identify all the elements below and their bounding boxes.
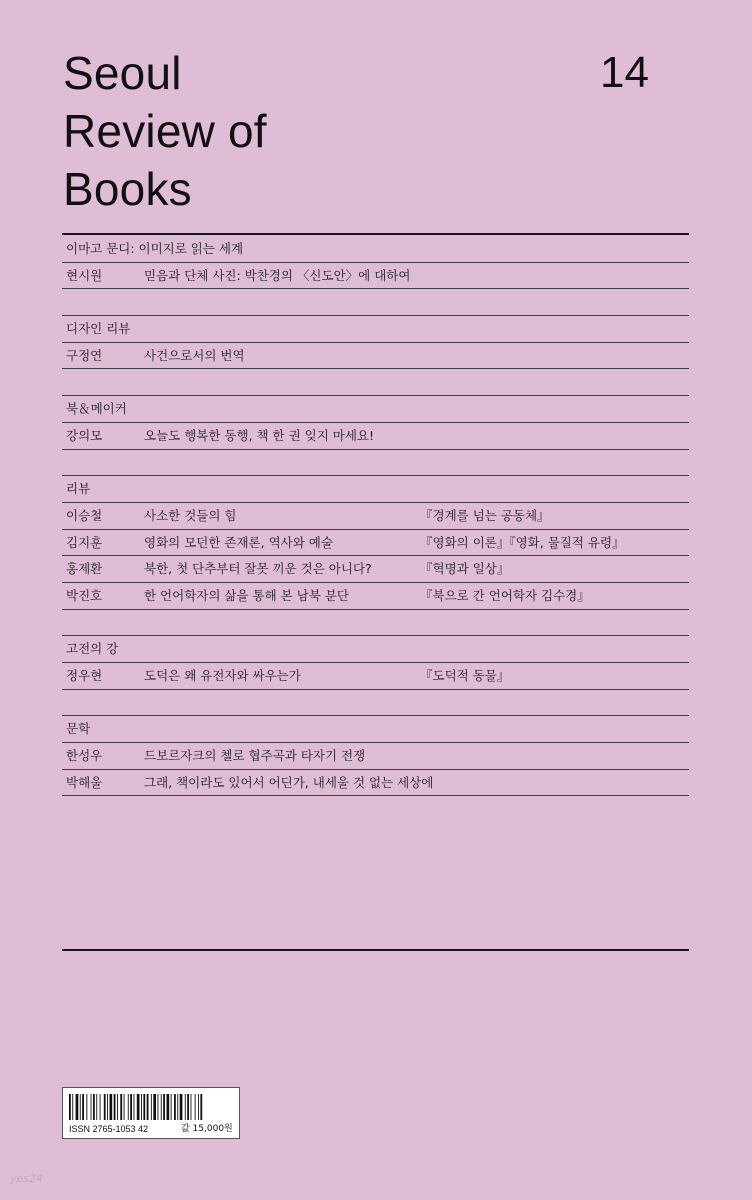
toc-entry [62,503,689,530]
entry-title: 믿음과 단체 사진: 박찬경의 〈신도안〉에 대하여 [144,267,411,283]
entry-author: 강의모 [66,427,103,443]
entry-author: 구정연 [66,347,103,363]
entry-author: 박진호 [66,587,103,603]
entry-author: 현시원 [66,267,103,283]
toc-section-heading [62,636,689,663]
entry-title: 그래, 책이라도 있어서 어딘가, 내세울 것 없는 세상에 [144,774,434,790]
magazine-title [63,44,267,218]
section-label: 북＆메이커 [66,401,127,417]
entry-author: 정우현 [66,668,103,683]
section-label: 디자인 리뷰 [66,321,131,337]
toc-spacer-row [62,610,689,637]
entry-title: 한 언어학자의 삶을 통해 본 남북 분단 [144,587,349,603]
entry-title: 오늘도 행복한 동행, 책 한 권 잊지 마세요! [144,427,374,443]
toc-entry [62,530,689,557]
title-line-2: Review of [63,105,267,157]
entry-author: 이승철 [66,507,103,523]
entry-book: 『영화의 이론』『영화, 물질적 유령』 [420,534,625,550]
entry-title: 드보르자크의 첼로 협주곡과 타자기 전쟁 [144,748,366,764]
issn-text: ISSN 2765-1053 42 [69,1124,149,1134]
entry-book: 『북으로 간 언어학자 김수경』 [420,587,590,603]
watermark-logo: yes24 [10,1172,44,1185]
toc-spacer-row [62,450,689,477]
top-rule [62,233,689,235]
title-line-3: Books [63,163,192,215]
issue-number: 14 [600,48,649,97]
toc-entry [62,743,689,770]
toc-entry [62,770,689,797]
table-of-contents [62,236,689,796]
entry-author: 홍제환 [66,561,103,577]
barcode-icon [69,1094,233,1120]
entry-book: 『경계를 넘는 공동체』 [420,507,550,523]
toc-section-heading [62,476,689,503]
entry-title: 도덕은 왜 유전자와 싸우는가 [144,668,301,683]
bottom-rule [62,949,689,951]
entry-book: 『도덕적 동물』 [420,668,510,683]
toc-spacer-row [62,289,689,316]
section-label: 문학 [66,721,91,737]
title-line-1: Seoul [63,47,182,99]
section-label: 이마고 문디: 이미지로 읽는 세계 [66,241,244,256]
entry-book: 『혁명과 일상』 [420,561,510,577]
toc-entry [62,423,689,450]
entry-title: 북한, 첫 단추부터 잘못 끼운 것은 아니다? [144,561,372,577]
toc-entry [62,663,689,690]
section-label: 고전의 강 [66,641,119,657]
toc-spacer-row [62,369,689,396]
entry-title: 사소한 것들의 힘 [144,507,237,523]
entry-title: 영화의 모던한 존재론, 역사와 예술 [144,534,333,550]
toc-entry [62,263,689,290]
barcode-label [62,1087,240,1139]
toc-entry [62,343,689,370]
toc-entry [62,556,689,583]
toc-section-heading [62,236,689,263]
toc-entry [62,583,689,610]
entry-author: 박해울 [66,774,103,790]
entry-title: 사건으로서의 번역 [144,347,245,363]
entry-author: 한성우 [66,748,103,764]
price-text: 값 15,000원 [181,1124,233,1134]
section-label: 리뷰 [66,481,91,497]
toc-spacer-row [62,690,689,717]
toc-section-heading [62,396,689,423]
toc-section-heading [62,716,689,743]
toc-section-heading [62,316,689,343]
entry-author: 김지훈 [66,534,103,550]
